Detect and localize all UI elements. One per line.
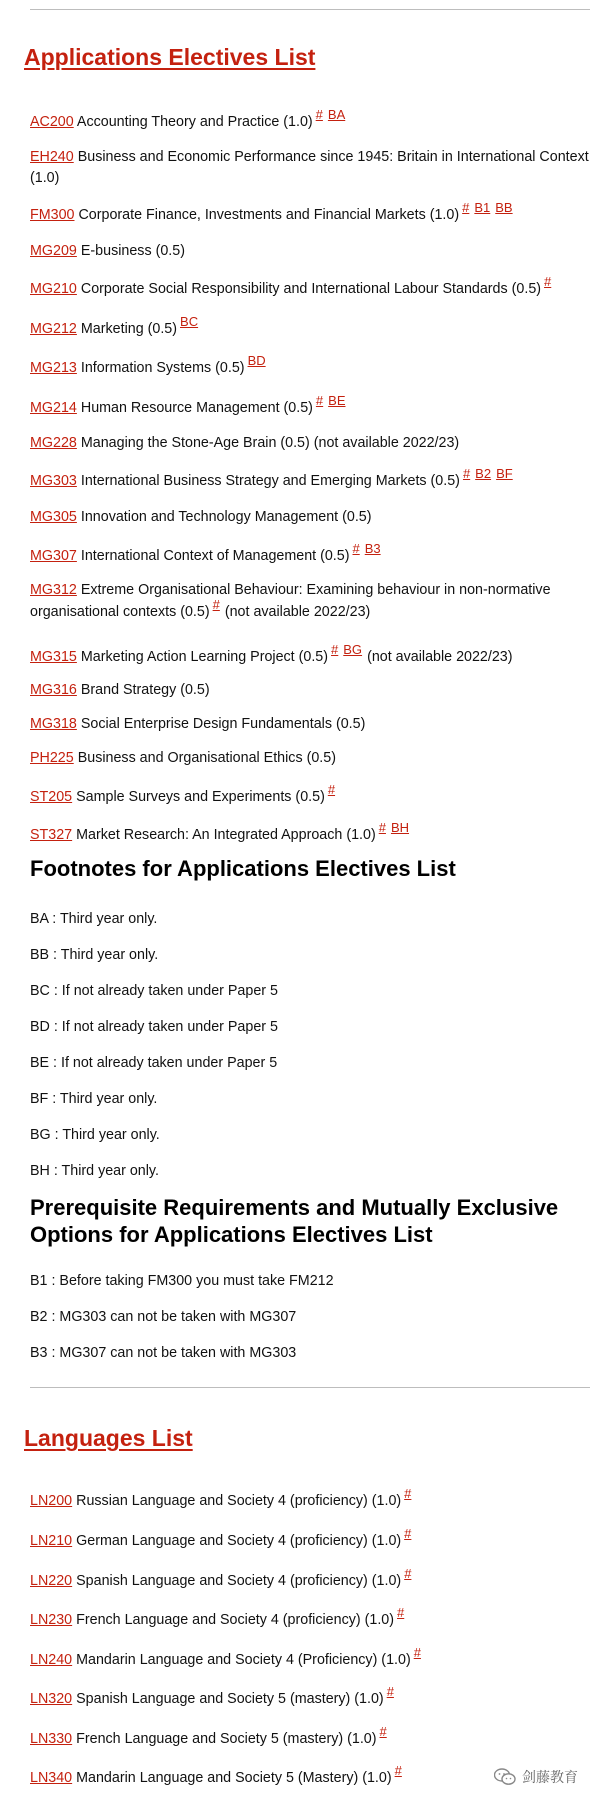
course-title: Spanish Language and Society 5 (mastery) (1.0) [76, 1691, 384, 1707]
note-item: B2 : MG303 can not be taken with MG307 [30, 1309, 297, 1325]
note-item: B3 : MG307 can not be taken with MG303 [30, 1345, 297, 1361]
course-title: International Business Strategy and Emerging Markets (0.5) [80, 473, 460, 489]
course-code-link[interactable]: MG213 [30, 360, 77, 376]
course-row [30, 580, 590, 623]
note-item: BF : Third year only. [30, 1091, 158, 1107]
hash-link[interactable]: # [212, 597, 220, 612]
course-title: Sample Surveys and Experiments (0.5) [76, 789, 325, 805]
course-code-link[interactable]: MG312 [30, 582, 77, 598]
note-item: BD : If not already taken under Paper 5 [30, 1019, 278, 1035]
course-row [30, 1605, 590, 1631]
course-title: Human Resource Management (0.5) [80, 400, 313, 416]
course-code-link[interactable]: MG318 [30, 716, 77, 732]
footnote-link[interactable]: BC [180, 314, 199, 329]
course-title: Mandarin Language and Society 4 (Proficiency) (1.0) [76, 1652, 411, 1668]
hash-link[interactable]: # [315, 393, 324, 408]
course-code-link[interactable]: MG315 [30, 649, 77, 665]
course-title: Extreme Organisational Behaviour: Examining behaviour in non-normative organisational contexts (0.5) [30, 582, 551, 620]
course-title: Corporate Finance, Investments and Financial Markets (1.0) [78, 207, 460, 223]
course-code-link[interactable]: EH240 [30, 149, 74, 165]
course-row [30, 466, 590, 492]
course-row [30, 680, 590, 701]
footnote-link[interactable]: BD [247, 353, 266, 368]
course-row [30, 314, 590, 340]
course-code-link[interactable]: MG214 [30, 400, 77, 416]
course-code-link[interactable]: ST327 [30, 827, 73, 843]
hash-link[interactable]: # [379, 1724, 387, 1739]
course-row [30, 1724, 590, 1750]
course-title: Brand Strategy (0.5) [80, 682, 210, 698]
course-title: E-business (0.5) [80, 243, 185, 259]
course-row [30, 353, 590, 379]
note-item: BH : Third year only. [30, 1163, 159, 1179]
footnote-link[interactable]: B2 [475, 466, 492, 481]
footnote-link[interactable]: BA [327, 107, 346, 122]
course-title: Corporate Social Responsibility and International Labour Standards (0.5) [80, 281, 542, 297]
course-row [30, 200, 590, 226]
course-code-link[interactable]: MG228 [30, 435, 77, 451]
course-row [30, 541, 590, 567]
course-title: French Language and Society 4 (proficiency) (1.0) [76, 1612, 395, 1628]
course-row [30, 1645, 590, 1671]
hash-link[interactable]: # [404, 1486, 412, 1501]
note-item: BG : Third year only. [30, 1127, 160, 1143]
hash-link[interactable]: # [331, 642, 339, 657]
course-row [30, 433, 590, 454]
course-code-link[interactable]: MG209 [30, 243, 77, 259]
note-item: BA : Third year only. [30, 911, 158, 927]
footnote-link[interactable]: BB [495, 200, 513, 215]
course-title: Accounting Theory and Practice (1.0) [76, 114, 313, 130]
hash-link[interactable]: # [462, 466, 471, 481]
course-title: French Language and Society 5 (mastery) (1.0) [76, 1731, 377, 1747]
footnote-link[interactable]: B3 [364, 541, 381, 556]
course-title: Mandarin Language and Society 5 (Mastery) (1.0) [76, 1770, 392, 1786]
note-item: BB : Third year only. [30, 947, 159, 963]
course-title: Marketing Action Learning Project (0.5) [80, 649, 329, 665]
course-row [30, 107, 590, 133]
course-row [30, 748, 590, 769]
top-divider [30, 9, 590, 10]
hash-link[interactable]: # [404, 1566, 412, 1581]
languages-divider [30, 1387, 590, 1388]
course-code-link[interactable]: AC200 [30, 114, 74, 130]
note-item: BC : If not already taken under Paper 5 [30, 983, 278, 999]
course-row [30, 241, 590, 262]
course-row [30, 782, 590, 808]
course-title: Business and Organisational Ethics (0.5) [77, 750, 336, 766]
course-title: Market Research: An Integrated Approach (1.0) [76, 827, 376, 843]
footnotes-title: Footnotes for Applications Electives List [30, 856, 456, 881]
availability-note: (not available 2022/23) [224, 604, 371, 620]
course-row [30, 274, 590, 300]
hash-link[interactable]: # [413, 1645, 421, 1660]
course-row [30, 642, 590, 668]
course-code-link[interactable]: MG305 [30, 509, 77, 525]
footnote-link[interactable]: BE [328, 393, 346, 408]
course-code-link[interactable]: LN240 [30, 1652, 73, 1668]
hash-link[interactable]: # [397, 1605, 405, 1620]
hash-link[interactable]: # [378, 820, 386, 835]
hash-link[interactable]: # [327, 782, 336, 797]
course-row [30, 1486, 590, 1512]
course-code-link[interactable]: LN330 [30, 1731, 73, 1747]
course-code-link[interactable]: MG212 [30, 321, 77, 337]
course-title: German Language and Society 4 (proficiency) (1.0) [76, 1533, 402, 1549]
hash-link[interactable]: # [404, 1526, 412, 1541]
prerequisites-title: Prerequisite Requirements and Mutually Exclusive Options for Applications Electives List [30, 1195, 559, 1247]
course-code-link[interactable]: LN200 [30, 1493, 73, 1509]
course-code-link[interactable]: LN320 [30, 1691, 73, 1707]
course-row [30, 1526, 590, 1552]
footnote-link[interactable]: BG [343, 642, 363, 657]
course-code-link[interactable]: FM300 [30, 207, 75, 223]
availability-note: (not available 2022/23) [367, 649, 513, 665]
hash-link[interactable]: # [462, 200, 470, 215]
course-row [30, 393, 590, 419]
course-row [30, 147, 590, 189]
course-code-link[interactable]: MG303 [30, 473, 77, 489]
course-code-link[interactable]: LN210 [30, 1533, 73, 1549]
course-title: Marketing (0.5) [80, 321, 178, 337]
course-code-link[interactable]: LN230 [30, 1612, 73, 1628]
course-title: Spanish Language and Society 4 (proficiency) (1.0) [76, 1573, 402, 1589]
course-code-link[interactable]: PH225 [30, 750, 74, 766]
note-item: BE : If not already taken under Paper 5 [30, 1055, 278, 1071]
course-title: Russian Language and Society 4 (proficiency) (1.0) [76, 1493, 402, 1509]
course-code-link[interactable]: MG210 [30, 281, 77, 297]
hash-link[interactable]: # [386, 1684, 394, 1699]
course-code-link[interactable]: LN220 [30, 1573, 73, 1589]
course-title: Business and Economic Performance since 1945: Britain in International Context (1.0) [30, 149, 589, 186]
course-title: Information Systems (0.5) [80, 360, 245, 376]
course-row [30, 1566, 590, 1592]
hash-link[interactable]: # [352, 541, 360, 556]
languages-title: Languages List [24, 1425, 193, 1451]
watermark-text: 剑藤教育 [522, 1770, 578, 1786]
course-row [30, 714, 590, 735]
course-row [30, 820, 590, 846]
course-row [30, 1684, 590, 1710]
footnote-link[interactable]: BF [496, 466, 513, 481]
hash-link[interactable]: # [394, 1763, 402, 1778]
hash-link[interactable]: # [544, 274, 552, 289]
course-row [30, 507, 590, 528]
note-item: B1 : Before taking FM300 you must take FM212 [30, 1273, 334, 1289]
course-code-link[interactable]: MG316 [30, 682, 77, 698]
footnote-link[interactable]: B1 [474, 200, 491, 215]
course-title: Managing the Stone-Age Brain (0.5) (not available 2022/23) [80, 435, 460, 451]
course-title: International Context of Management (0.5) [80, 548, 350, 564]
course-title: Innovation and Technology Management (0.5) [80, 509, 372, 525]
course-title: Social Enterprise Design Fundamentals (0.5) [80, 716, 366, 732]
wechat-icon [494, 1768, 516, 1786]
course-code-link[interactable]: ST205 [30, 789, 73, 805]
footnote-link[interactable]: BH [390, 820, 410, 835]
applications-title: Applications Electives List [24, 44, 316, 70]
watermark [494, 1764, 598, 1790]
hash-link[interactable]: # [315, 107, 323, 122]
course-code-link[interactable]: LN340 [30, 1770, 73, 1786]
course-code-link[interactable]: MG307 [30, 548, 77, 564]
